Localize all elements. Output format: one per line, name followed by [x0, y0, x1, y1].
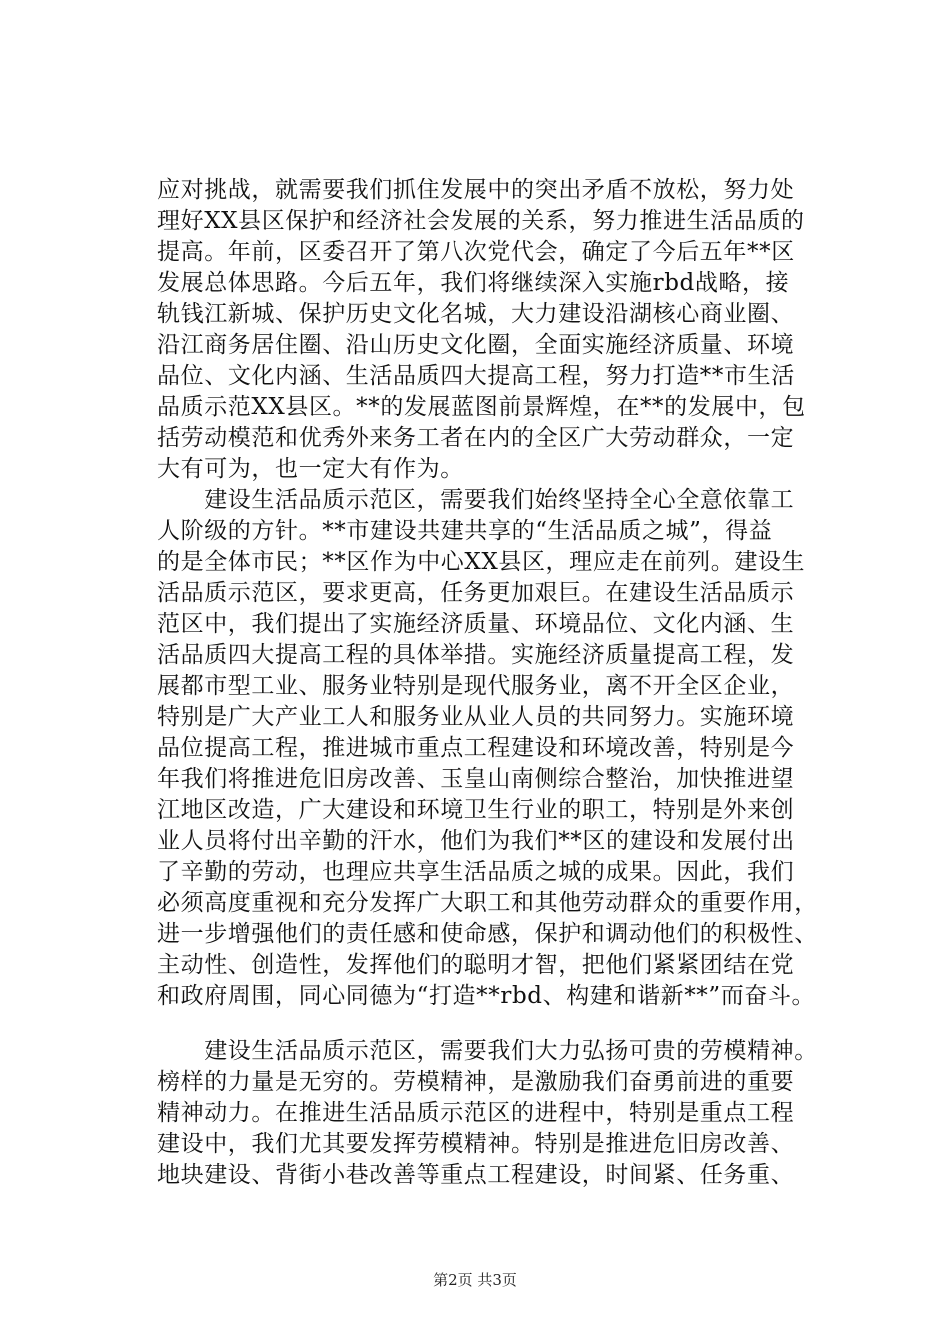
- page-number-footer: 第2页 共3页: [433, 1271, 517, 1289]
- text-line: 地块建设、背街小巷改善等重点工程建设，时间紧、任务重、: [157, 1162, 795, 1188]
- text-line: 发展总体思路。今后五年，我们将继续深入实施rbd战略，接: [157, 270, 790, 296]
- text-line: 范区中，我们提出了实施经济质量、环境品位、文化内涵、生: [157, 611, 795, 637]
- text-line: 展都市型工业、服务业特别是现代服务业，离不开全区企业，: [157, 673, 795, 699]
- text-line: 和政府周围，同心同德为“打造**rbd、构建和谐新**”而奋斗。: [157, 983, 816, 1009]
- text-line: 了辛勤的劳动，也理应共享生活品质之城的成果。因此，我们: [157, 859, 795, 885]
- text-line: 建设中，我们尤其要发挥劳模精神。特别是推进危旧房改善、: [157, 1131, 795, 1157]
- text-line: 建设生活品质示范区，需要我们始终坚持全心全意依靠工: [157, 487, 795, 513]
- text-line: 主动性、创造性，发挥他们的聪明才智，把他们紧紧团结在党: [157, 952, 795, 978]
- text-line: 年我们将推进危旧房改善、玉皇山南侧综合整治，加快推进望: [157, 766, 795, 792]
- text-line: 建设生活品质示范区，需要我们大力弘扬可贵的劳模精神。: [157, 1038, 818, 1064]
- text-line: 活品质示范区，要求更高，任务更加艰巨。在建设生活品质示: [157, 580, 795, 606]
- text-line: 江地区改造，广大建设和环境卫生行业的职工，特别是外来创: [157, 797, 795, 823]
- text-line: 业人员将付出辛勤的汗水，他们为我们**区的建设和发展付出: [157, 828, 795, 854]
- text-line: 沿江商务居住圈、沿山历史文化圈，全面实施经济质量、环境: [157, 332, 795, 358]
- text-line: 应对挑战，就需要我们抓住发展中的突出矛盾不放松，努力处: [157, 177, 795, 203]
- text-line: 的是全体市民；**区作为中心XX县区，理应走在前列。建设生: [157, 549, 806, 575]
- text-line: 提高。年前，区委召开了第八次党代会，确定了今后五年**区: [157, 239, 795, 265]
- text-line: 榜样的力量是无穷的。劳模精神，是激励我们奋勇前进的重要: [157, 1069, 795, 1095]
- text-line: 括劳动模范和优秀外来务工者在内的全区广大劳动群众，一定: [157, 425, 795, 451]
- text-line: 人阶级的方针。**市建设共建共享的“生活品质之城”，得益: [157, 518, 773, 544]
- text-line: 特别是广大产业工人和服务业从业人员的共同努力。实施环境: [157, 704, 795, 730]
- text-line: 大有可为，也一定大有作为。: [157, 456, 464, 482]
- text-line: 活品质四大提高工程的具体举措。实施经济质量提高工程，发: [157, 642, 795, 668]
- text-line: 精神动力。在推进生活品质示范区的进程中，特别是重点工程: [157, 1100, 795, 1126]
- text-line: 理好XX县区保护和经济社会发展的关系，努力推进生活品质的: [157, 208, 805, 234]
- text-line: 品质示范XX县区。**的发展蓝图前景辉煌，在**的发展中，包: [157, 394, 806, 420]
- text-line: 品位提高工程，推进城市重点工程建设和环境改善，特别是今: [157, 735, 795, 761]
- text-line: 轨钱江新城、保护历史文化名城，大力建设沿湖核心商业圈、: [157, 301, 795, 327]
- text-line: 必须高度重视和充分发挥广大职工和其他劳动群众的重要作用，: [157, 890, 818, 916]
- text-line: 进一步增强他们的责任感和使命感，保护和调动他们的积极性、: [157, 921, 818, 947]
- text-line: 品位、文化内涵、生活品质四大提高工程，努力打造**市生活: [157, 363, 795, 389]
